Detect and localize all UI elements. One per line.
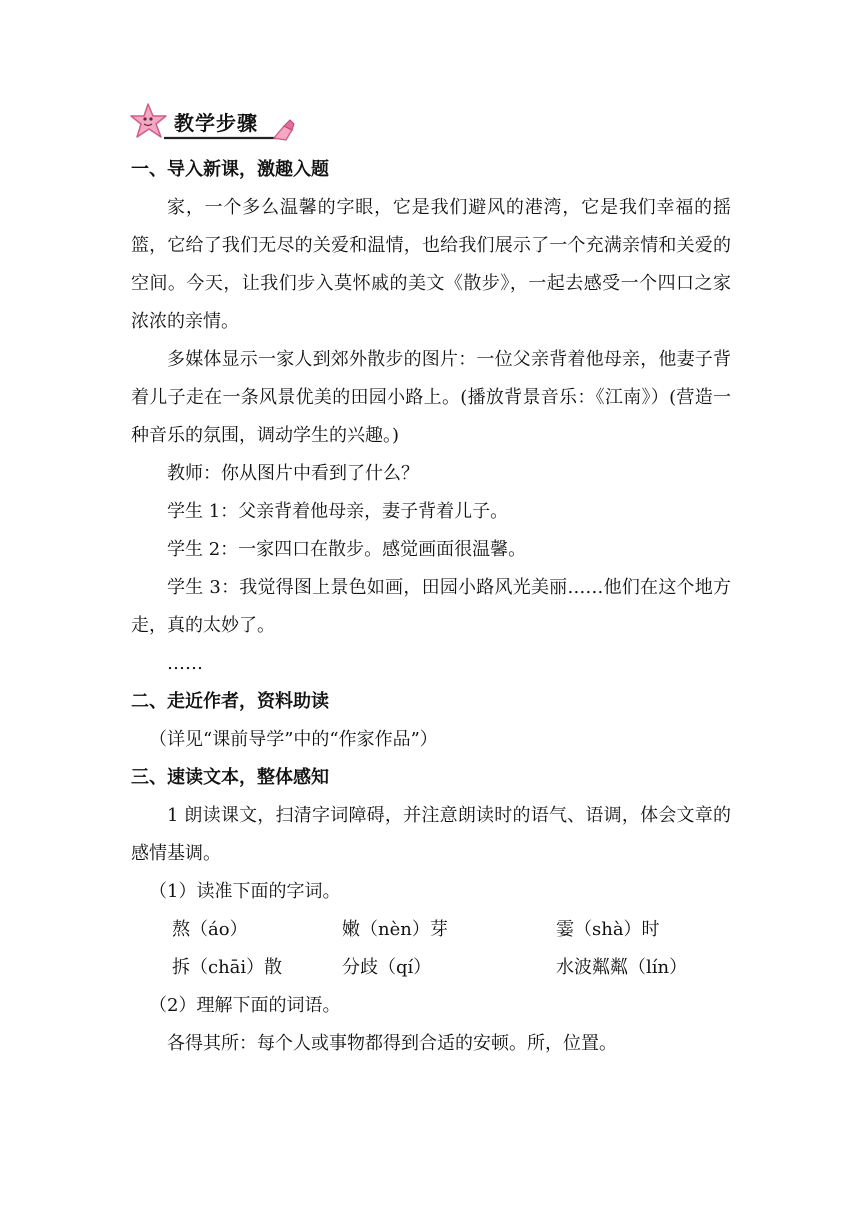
banner-title: 教学步骤 xyxy=(174,111,258,135)
word-row xyxy=(131,949,731,987)
word-item: 嫩（nèn）芽 xyxy=(342,919,448,940)
starfish-icon xyxy=(131,104,166,137)
paragraph: 家，一个多么温馨的字眼，它是我们避风的港湾，它是我们幸福的摇篮，它给了我们无尽的关爱和温情，也给我们展示了一个充满亲情和关爱的空间。今天，让我们步入莫怀戚的美文《散步》，一起去感受一个四口之家浓浓的亲情。 xyxy=(131,197,731,332)
word-item: 分歧（qí） xyxy=(342,957,432,978)
definition: 各得其所：每个人或事物都得到合适的安顿。所，位置。 xyxy=(167,1033,617,1054)
word-item: 水波粼粼（lín） xyxy=(556,957,688,978)
paragraph: 教师：你从图片中看到了什么？ xyxy=(167,463,419,484)
pencil-icon xyxy=(274,120,294,140)
word-item: 熬（áo） xyxy=(172,919,248,940)
section-heading-3: 三、速读文本，整体感知 xyxy=(131,767,329,788)
paragraph: 学生 2：一家四口在散步。感觉画面很温馨。 xyxy=(167,539,527,560)
paragraph: 多媒体显示一家人到郊外散步的图片：一位父亲背着他母亲，他妻子背着儿子走在一条风景优美的田园小路上。(播放背景音乐：《江南》）(营造一种音乐的氛围，调动学生的兴趣。) xyxy=(131,349,731,446)
word-item: 霎（shà）时 xyxy=(556,919,660,940)
lesson-content xyxy=(131,151,731,1063)
section-heading-1: 一、导入新课，激趣入题 xyxy=(131,159,329,180)
ellipsis-line: …… xyxy=(167,653,203,674)
section-banner xyxy=(128,100,298,146)
paragraph: 1 朗读课文，扫清字词障碍，并注意朗读时的语气、语调，体会文章的感情基调。 xyxy=(131,805,731,864)
reference-note: （详见“课前导学”中的“作家作品”） xyxy=(149,729,438,750)
subheading: （2）理解下面的词语。 xyxy=(149,995,341,1016)
subheading: （1）读准下面的字词。 xyxy=(149,881,341,902)
paragraph: 学生 1：父亲背着他母亲，妻子背着儿子。 xyxy=(167,501,509,522)
word-row xyxy=(131,911,731,949)
word-item: 拆（chāi）散 xyxy=(172,957,283,978)
section-heading-2: 二、走近作者，资料助读 xyxy=(131,691,329,712)
paragraph: 学生 3：我觉得图上景色如画，田园小路风光美丽……他们在这个地方走，真的太妙了。 xyxy=(131,577,731,636)
